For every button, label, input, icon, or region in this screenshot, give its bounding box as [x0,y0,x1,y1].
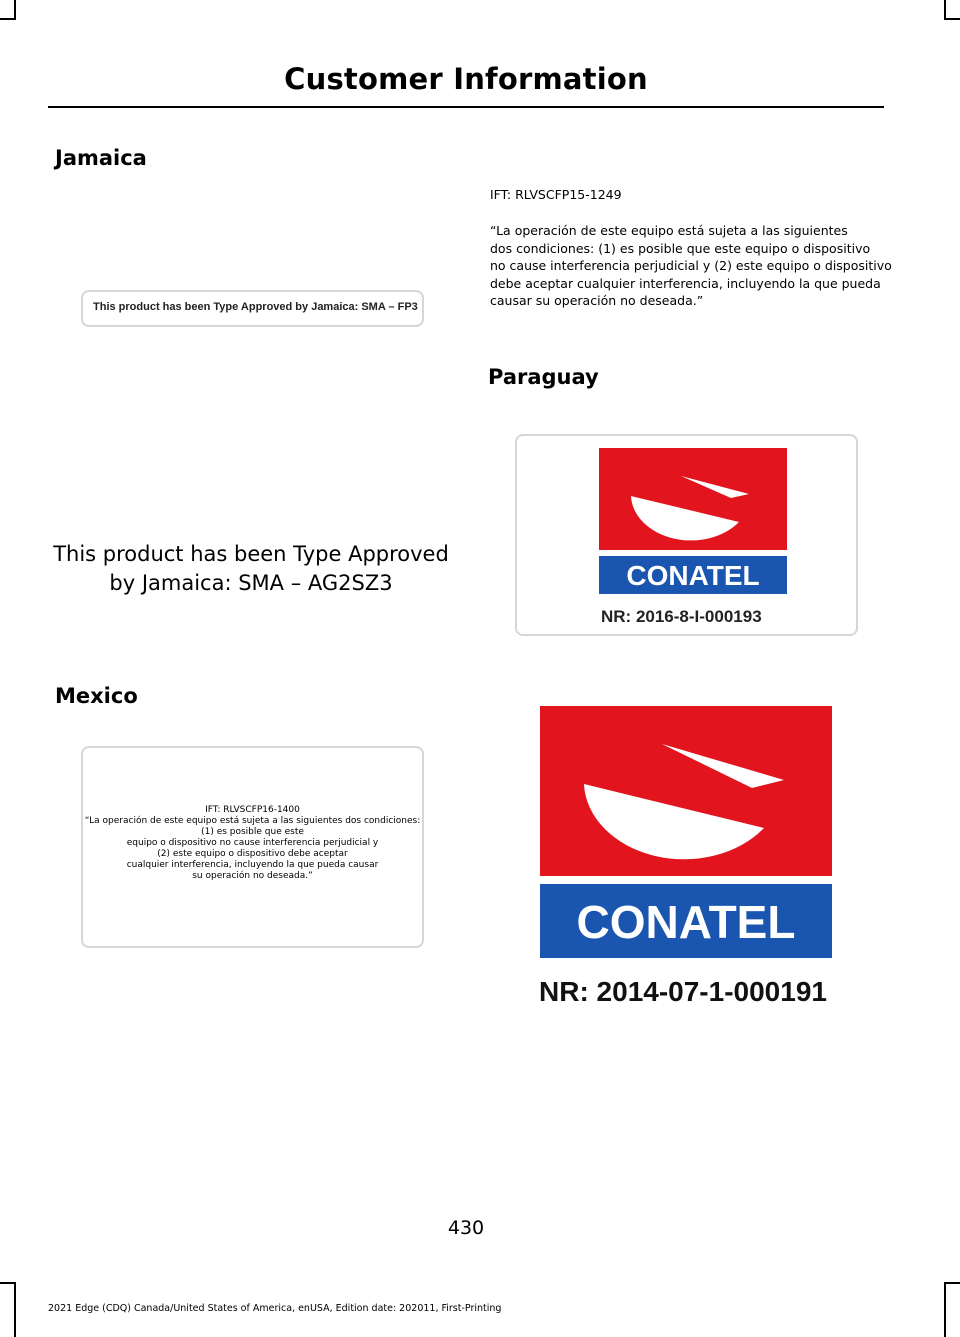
crop-mark [14,0,16,18]
title-divider [48,106,884,108]
conatel-registration-number-large: NR: 2014-07-1-000191 [539,976,827,1007]
page-title: Customer Information [284,62,648,96]
conatel-logo-text: CONATEL [626,560,760,591]
ift-paragraph [490,222,890,310]
section-heading-mexico: Mexico [55,684,138,708]
section-heading-jamaica: Jamaica [55,146,147,170]
conatel-registration-number: NR: 2016-8-I-000193 [601,607,762,626]
mexico-ift-label-text [83,805,422,882]
ift-paragraph-line: causar su operación no deseada.” [490,293,704,308]
ift-paragraph-line: no cause interferencia perjudicial y (2) este equipo o dispositivo [490,258,892,273]
section-heading-paraguay: Paraguay [488,365,599,389]
conatel-logo-divider [599,550,787,556]
jamaica-approval-label-large [46,540,456,598]
conatel-logo-text: CONATEL [576,896,796,948]
crop-mark [944,0,946,18]
mexico-label-line: cualquier interferencia, incluyendo la que pueda causar [126,860,379,870]
jamaica-approval-line-2: by Jamaica: SMA – AG2SZ3 [109,571,393,595]
mexico-label-line: (1) es posible que este [201,827,304,837]
crop-mark [944,18,960,20]
paraguay-conatel-label [515,434,858,636]
mexico-label-line: (2) este equipo o dispositivo debe aceptar [157,849,348,859]
conatel-logo-large [540,706,834,960]
ift-paragraph-line: dos condiciones: (1) es posible que este equipo o dispositivo [490,240,871,256]
mexico-label-line: IFT: RLVSCFP16-1400 [205,805,300,815]
mexico-label-line: su operación no deseada.” [192,871,313,881]
crop-mark [14,1282,16,1337]
mexico-label-line: “La operación de este equipo está sujeta a las siguientes dos condiciones: [84,816,421,826]
mexico-ift-label [81,746,424,948]
jamaica-approval-text: This product has been Type Approved by Jamaica: SMA – FP3 [93,301,418,313]
conatel-logo [599,448,789,596]
jamaica-approval-label-small [81,290,424,327]
ift-paragraph-line: “La operación de este equipo está sujeta a las siguientes [490,223,848,238]
crop-mark [944,1282,960,1284]
jamaica-approval-line-1: This product has been Type Approved [53,542,449,566]
conatel-logo-divider [540,876,832,884]
edition-footer: 2021 Edge (CDQ) Canada/United States of America, enUSA, Edition date: 202011, First-Printing [48,1303,502,1314]
crop-mark [0,1282,16,1284]
crop-mark [944,1282,946,1337]
crop-mark [0,18,16,20]
ift-number: IFT: RLVSCFP15-1249 [490,187,622,202]
ift-paragraph-line: debe aceptar cualquier interferencia, incluyendo la que pueda [490,275,881,291]
page-number: 430 [447,1217,485,1239]
mexico-label-line: equipo o dispositivo no cause interferencia perjudicial y [126,838,379,848]
